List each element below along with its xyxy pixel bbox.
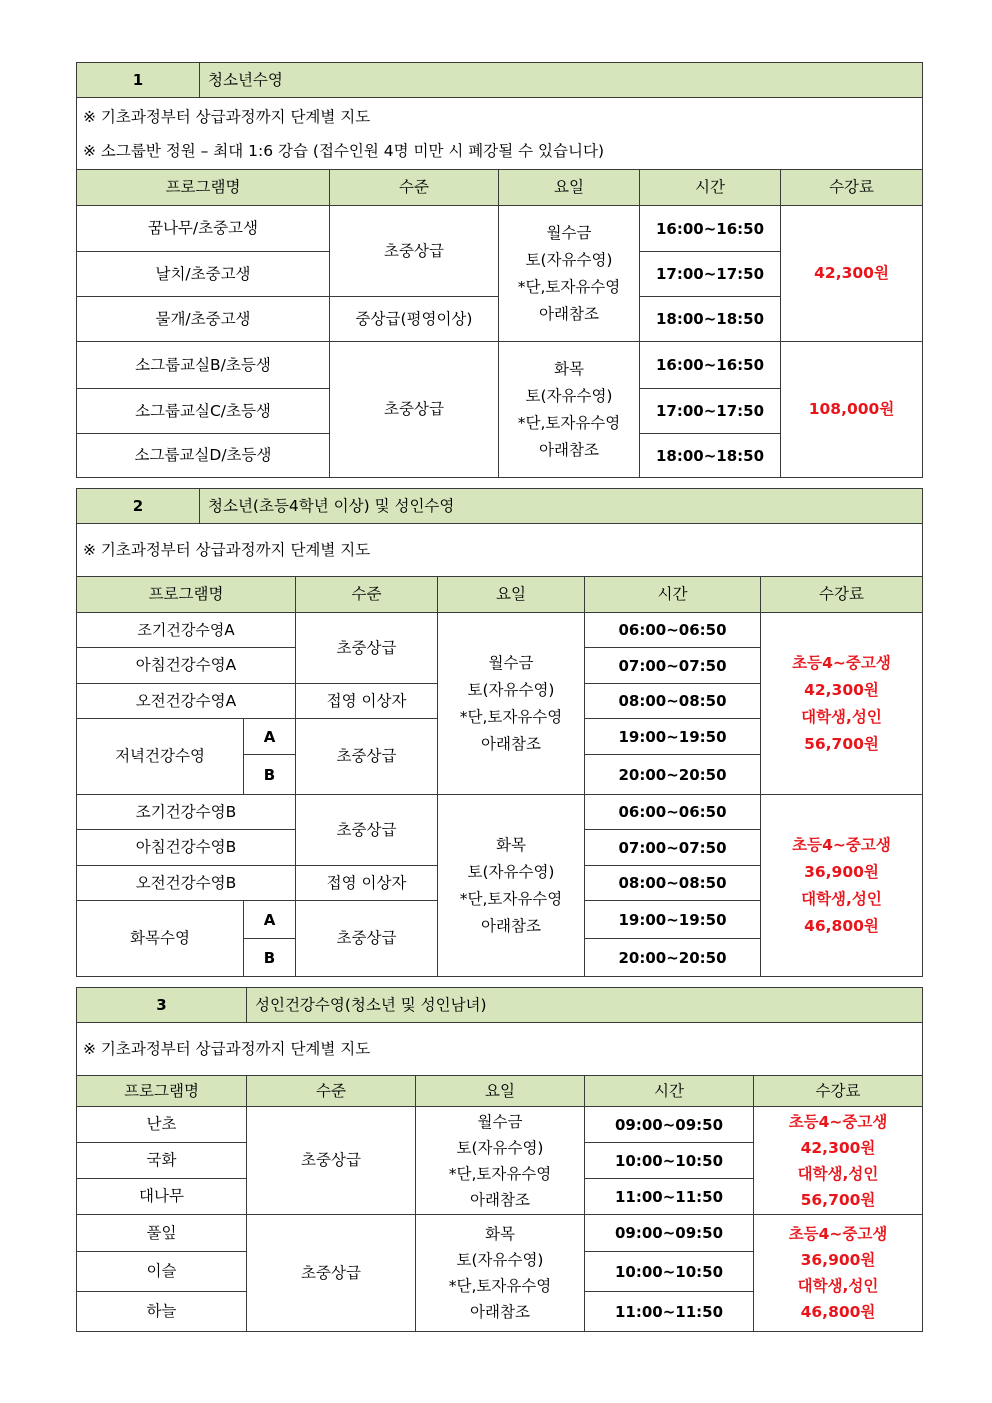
sub-class-label: A bbox=[244, 901, 296, 939]
level-cell: 초중상급 bbox=[330, 206, 499, 297]
column-header-program: 프로그램명 bbox=[77, 577, 296, 613]
days-line: 화목 bbox=[554, 359, 584, 378]
time-cell: 08:00~08:50 bbox=[585, 684, 761, 719]
section-title: 청소년(초등4학년 이상) 및 성인수영 bbox=[200, 489, 923, 524]
program-name: 소그룹교실D/초등생 bbox=[77, 434, 330, 478]
days-cell bbox=[499, 342, 640, 478]
section-number: 2 bbox=[77, 489, 200, 524]
program-name: 소그룹교실C/초등생 bbox=[77, 389, 330, 434]
days-line: *단,토자유수영 bbox=[459, 889, 563, 908]
days-line: 아래참조 bbox=[470, 1303, 530, 1321]
program-name: 꿈나무/초중고생 bbox=[77, 206, 330, 252]
program-name: 조기건강수영A bbox=[77, 613, 296, 648]
level-cell: 초중상급 bbox=[247, 1107, 416, 1215]
fee-line: 56,700원 bbox=[800, 1190, 876, 1209]
program-name: 물개/초중고생 bbox=[77, 297, 330, 342]
program-name: 조기건강수영B bbox=[77, 795, 296, 830]
days-line: 월수금 bbox=[488, 653, 534, 672]
fee-cell bbox=[754, 1107, 923, 1215]
program-name: 소그룹교실B/초등생 bbox=[77, 342, 330, 389]
section-number: 3 bbox=[77, 988, 247, 1023]
level-cell: 초중상급 bbox=[296, 719, 438, 795]
days-cell bbox=[416, 1107, 585, 1215]
time-cell: 06:00~06:50 bbox=[585, 795, 761, 830]
level-cell: 초중상급 bbox=[296, 901, 438, 977]
column-header-level: 수준 bbox=[247, 1076, 416, 1107]
program-name: 대나무 bbox=[77, 1179, 247, 1215]
program-name: 저녁건강수영 bbox=[77, 719, 244, 795]
time-cell: 16:00~16:50 bbox=[640, 206, 781, 252]
section-note: ※ 기초과정부터 상급과정까지 단계별 지도 bbox=[77, 524, 923, 577]
time-cell: 16:00~16:50 bbox=[640, 342, 781, 389]
column-header-level: 수준 bbox=[330, 170, 499, 206]
fee-line: 대학생,성인 bbox=[801, 707, 882, 726]
time-cell: 10:00~10:50 bbox=[585, 1143, 754, 1179]
program-name: 아침건강수영A bbox=[77, 648, 296, 684]
days-line: 월수금 bbox=[546, 223, 592, 242]
note-line: ※ 소그룹반 정원 – 최대 1:6 강습 (접수인원 4명 미만 시 폐강될 수 있습니다) bbox=[83, 141, 604, 160]
time-cell: 17:00~17:50 bbox=[640, 389, 781, 434]
note-line: ※ 기초과정부터 상급과정까지 단계별 지도 bbox=[83, 107, 371, 126]
program-name: 하늘 bbox=[77, 1292, 247, 1332]
time-cell: 18:00~18:50 bbox=[640, 434, 781, 478]
days-cell bbox=[416, 1215, 585, 1332]
fee-line: 42,300원 bbox=[804, 680, 879, 699]
fee-cell bbox=[761, 613, 923, 795]
days-line: 토(자유수영) bbox=[525, 250, 613, 269]
fee-line: 대학생,성인 bbox=[801, 889, 882, 908]
days-line: 아래참조 bbox=[470, 1190, 530, 1209]
program-name: 국화 bbox=[77, 1143, 247, 1179]
days-line: 토(자유수영) bbox=[456, 1138, 544, 1157]
fee-line: 46,800원 bbox=[800, 1303, 876, 1321]
time-cell: 08:00~08:50 bbox=[585, 866, 761, 901]
program-name: 날치/초중고생 bbox=[77, 252, 330, 297]
fee-line: 36,900원 bbox=[800, 1251, 876, 1269]
days-line: *단,토자유수영 bbox=[448, 1164, 552, 1183]
sub-class-label: B bbox=[244, 939, 296, 977]
days-cell bbox=[499, 206, 640, 342]
days-line: 토(자유수영) bbox=[467, 680, 555, 699]
column-header-program: 프로그램명 bbox=[77, 170, 330, 206]
column-header-days: 요일 bbox=[499, 170, 640, 206]
sub-class-label: A bbox=[244, 719, 296, 755]
days-line: 아래참조 bbox=[481, 916, 541, 935]
time-cell: 19:00~19:50 bbox=[585, 719, 761, 755]
column-header-time: 시간 bbox=[585, 1076, 754, 1107]
fee-line: 46,800원 bbox=[804, 916, 879, 935]
days-line: 화목 bbox=[485, 1225, 515, 1243]
program-name: 오전건강수영A bbox=[77, 684, 296, 719]
days-line: 월수금 bbox=[477, 1112, 523, 1131]
fee-line: 초등4~중고생 bbox=[792, 653, 891, 672]
column-header-days: 요일 bbox=[416, 1076, 585, 1107]
section-title: 성인건강수영(청소년 및 성인남녀) bbox=[247, 988, 923, 1023]
days-line: 아래참조 bbox=[539, 304, 599, 323]
time-cell: 19:00~19:50 bbox=[585, 901, 761, 939]
time-cell: 11:00~11:50 bbox=[585, 1179, 754, 1215]
level-cell: 중상급(평영이상) bbox=[330, 297, 499, 342]
days-line: 아래참조 bbox=[481, 734, 541, 753]
fee-line: 56,700원 bbox=[804, 734, 879, 753]
fee-line: 초등4~중고생 bbox=[792, 835, 891, 854]
days-line: 토(자유수영) bbox=[456, 1251, 544, 1269]
time-cell: 09:00~09:50 bbox=[585, 1215, 754, 1252]
fee-cell bbox=[761, 795, 923, 977]
program-name: 풀잎 bbox=[77, 1215, 247, 1252]
days-line: 토(자유수영) bbox=[525, 386, 613, 405]
section-1-table bbox=[76, 62, 923, 478]
time-cell: 10:00~10:50 bbox=[585, 1252, 754, 1292]
sub-class-label: B bbox=[244, 755, 296, 795]
section-2-table bbox=[76, 488, 923, 977]
program-name: 오전건강수영B bbox=[77, 866, 296, 901]
section-note: ※ 기초과정부터 상급과정까지 단계별 지도 bbox=[77, 1023, 923, 1076]
days-line: *단,토자유수영 bbox=[517, 413, 621, 432]
time-cell: 07:00~07:50 bbox=[585, 830, 761, 866]
level-cell: 접영 이상자 bbox=[296, 684, 438, 719]
time-cell: 17:00~17:50 bbox=[640, 252, 781, 297]
time-cell: 18:00~18:50 bbox=[640, 297, 781, 342]
fee-line: 42,300원 bbox=[800, 1138, 876, 1157]
level-cell: 초중상급 bbox=[247, 1215, 416, 1332]
days-line: *단,토자유수영 bbox=[459, 707, 563, 726]
level-cell: 초중상급 bbox=[330, 342, 499, 478]
fee-cell: 42,300원 bbox=[781, 206, 923, 342]
level-cell: 초중상급 bbox=[296, 795, 438, 866]
days-line: *단,토자유수영 bbox=[517, 277, 621, 296]
days-line: 토(자유수영) bbox=[467, 862, 555, 881]
column-header-time: 시간 bbox=[640, 170, 781, 206]
section-note bbox=[77, 98, 923, 170]
days-line: 아래참조 bbox=[539, 440, 599, 459]
days-line: 화목 bbox=[496, 835, 526, 854]
fee-line: 초등4~중고생 bbox=[788, 1112, 888, 1131]
days-line: *단,토자유수영 bbox=[448, 1277, 552, 1295]
time-cell: 11:00~11:50 bbox=[585, 1292, 754, 1332]
level-cell: 초중상급 bbox=[296, 613, 438, 684]
column-header-fee: 수강료 bbox=[761, 577, 923, 613]
column-header-fee: 수강료 bbox=[781, 170, 923, 206]
section-number: 1 bbox=[77, 63, 200, 98]
column-header-program: 프로그램명 bbox=[77, 1076, 247, 1107]
program-name: 아침건강수영B bbox=[77, 830, 296, 866]
days-cell bbox=[438, 795, 585, 977]
section-title: 청소년수영 bbox=[200, 63, 923, 98]
time-cell: 20:00~20:50 bbox=[585, 939, 761, 977]
fee-cell bbox=[754, 1215, 923, 1332]
time-cell: 09:00~09:50 bbox=[585, 1107, 754, 1143]
fee-line: 대학생,성인 bbox=[797, 1277, 879, 1295]
time-cell: 06:00~06:50 bbox=[585, 613, 761, 648]
column-header-time: 시간 bbox=[585, 577, 761, 613]
fee-line: 초등4~중고생 bbox=[788, 1225, 888, 1243]
column-header-days: 요일 bbox=[438, 577, 585, 613]
level-cell: 접영 이상자 bbox=[296, 866, 438, 901]
fee-line: 대학생,성인 bbox=[797, 1164, 879, 1183]
program-name: 난초 bbox=[77, 1107, 247, 1143]
column-header-level: 수준 bbox=[296, 577, 438, 613]
column-header-fee: 수강료 bbox=[754, 1076, 923, 1107]
time-cell: 20:00~20:50 bbox=[585, 755, 761, 795]
fee-line: 36,900원 bbox=[804, 862, 879, 881]
time-cell: 07:00~07:50 bbox=[585, 648, 761, 684]
days-cell bbox=[438, 613, 585, 795]
fee-cell: 108,000원 bbox=[781, 342, 923, 478]
program-name: 이슬 bbox=[77, 1252, 247, 1292]
program-name: 화목수영 bbox=[77, 901, 244, 977]
section-3-table bbox=[76, 987, 923, 1332]
